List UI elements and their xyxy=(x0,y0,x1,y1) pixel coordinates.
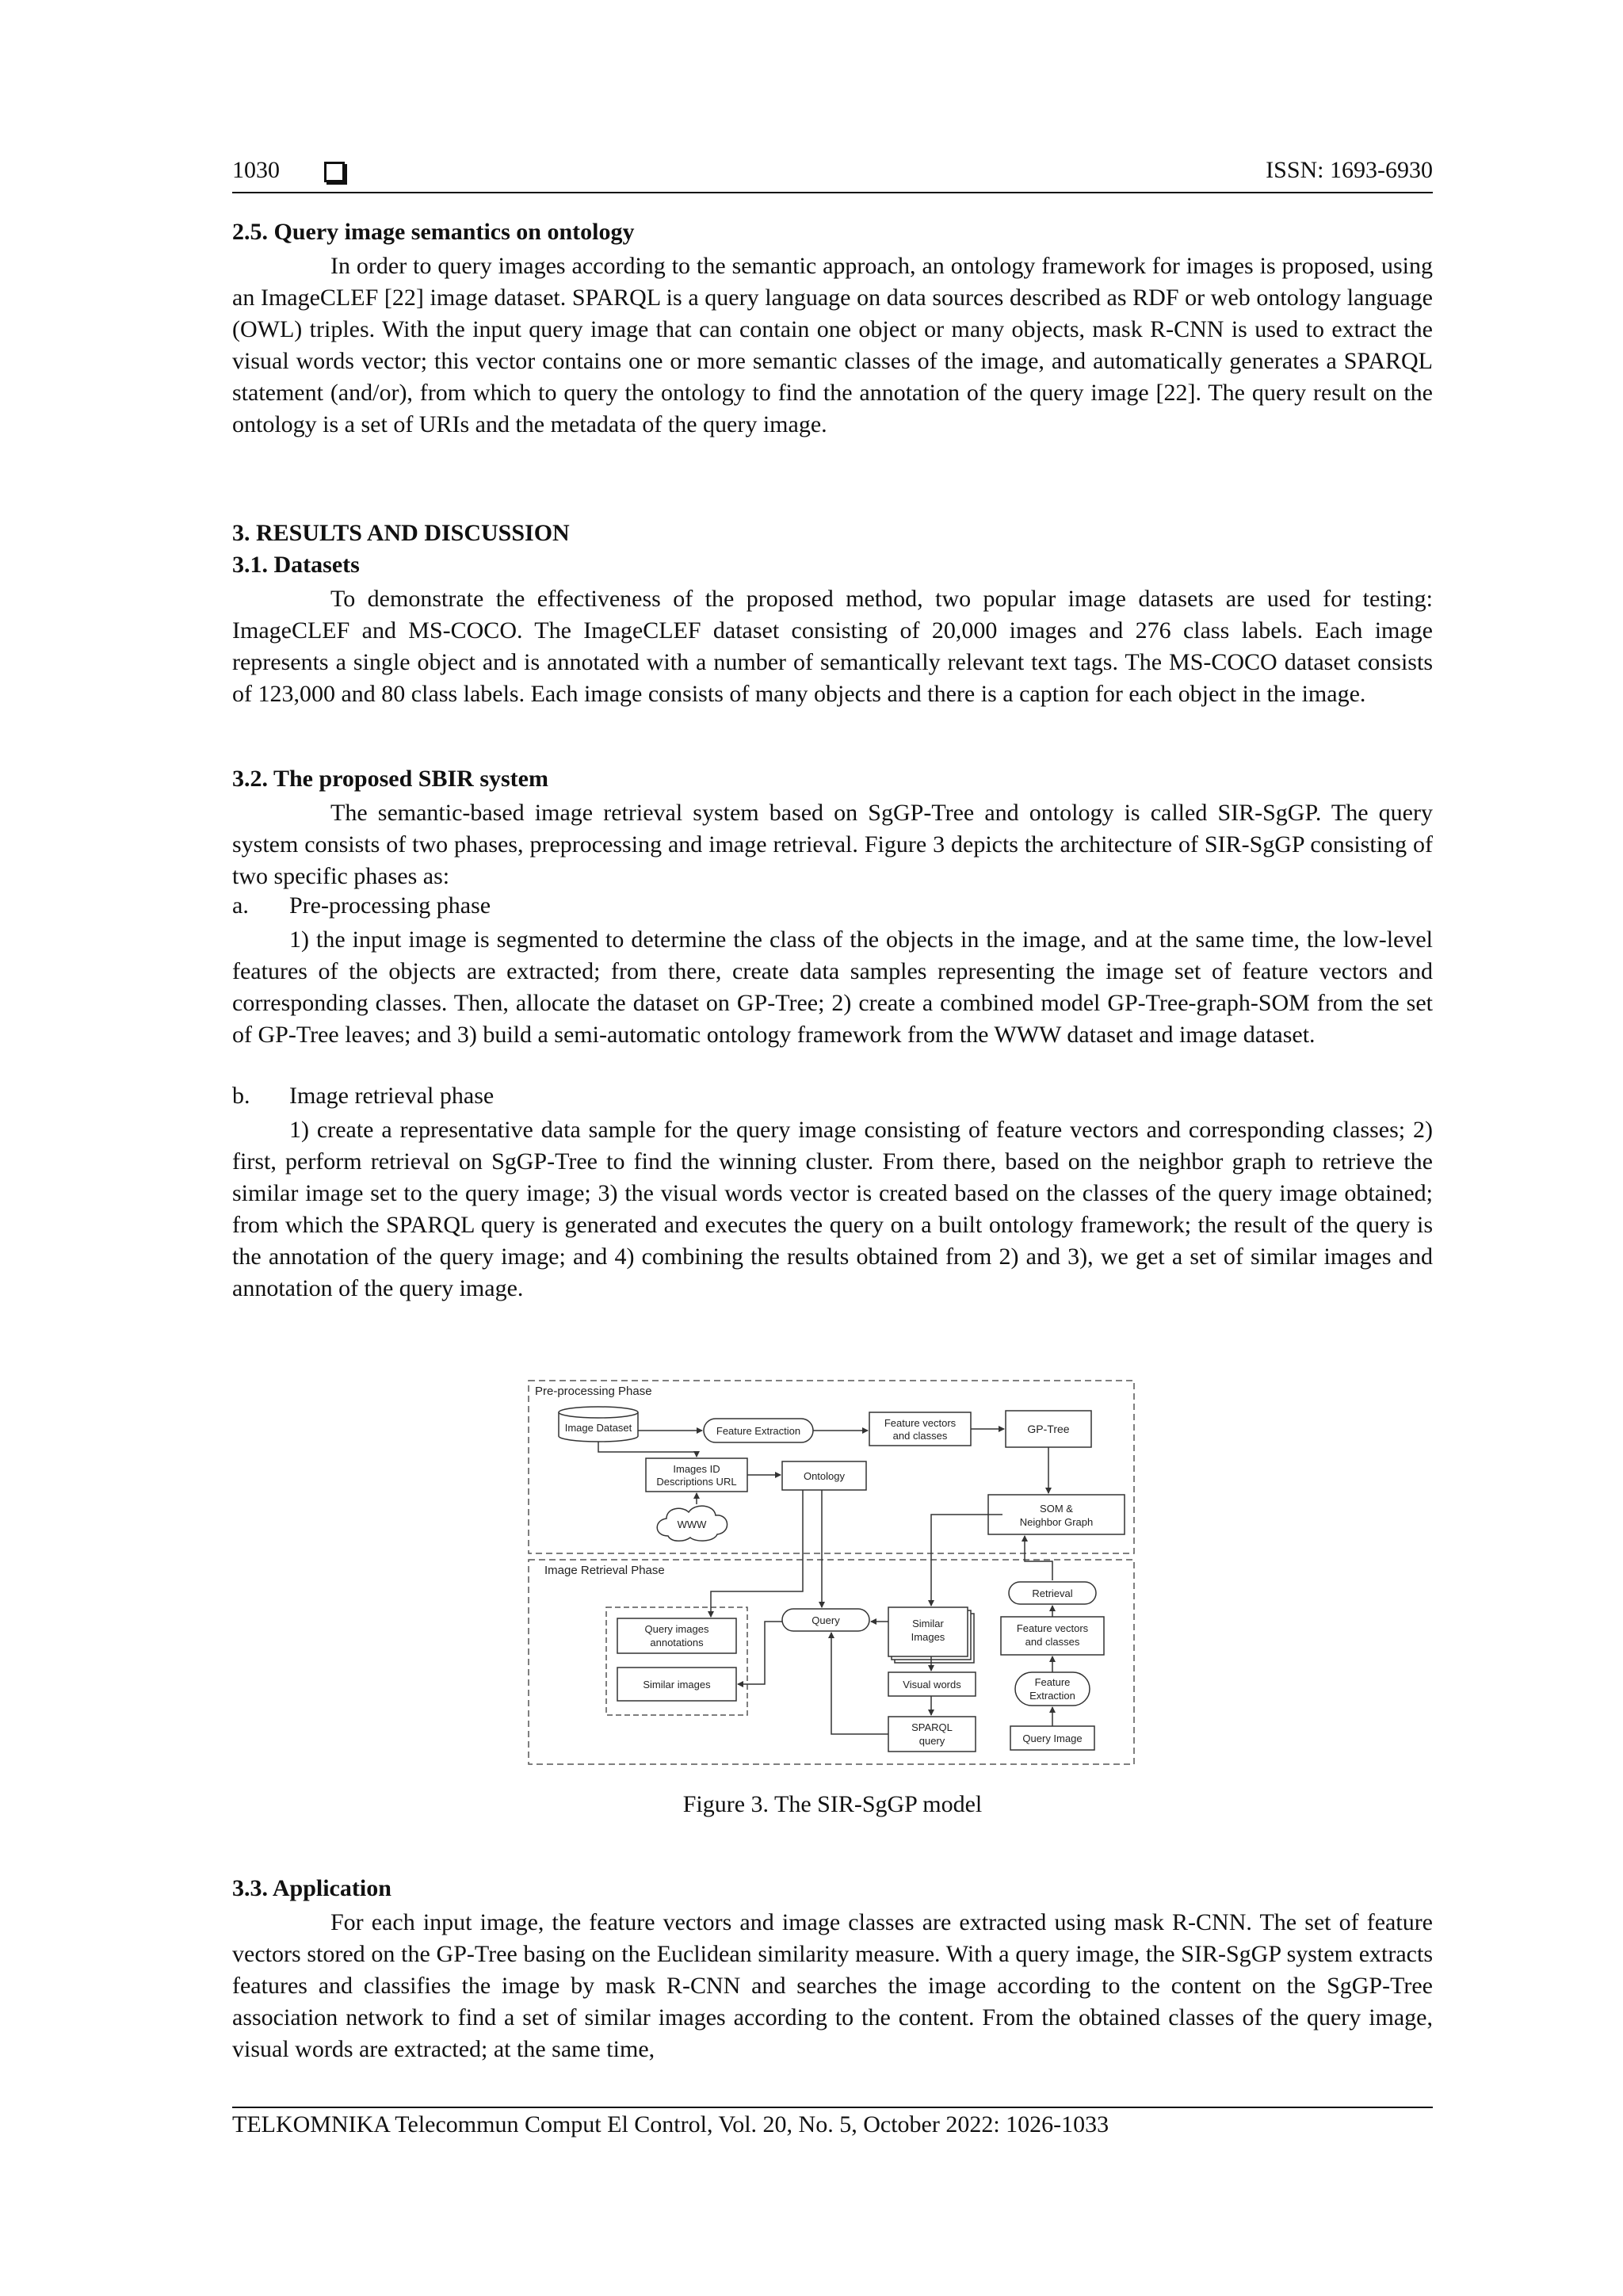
box-icon xyxy=(324,162,345,182)
similar-images-output-label: Similar images xyxy=(643,1679,711,1690)
ontology-node xyxy=(782,1461,866,1490)
retrieval-phase-label: Image Retrieval Phase xyxy=(544,1564,665,1577)
gp-tree-label: GP-Tree xyxy=(1027,1423,1070,1435)
images-id-node xyxy=(646,1458,747,1492)
query-annotations-node xyxy=(617,1618,736,1653)
retrieval-label: Retrieval xyxy=(1032,1587,1073,1599)
footer-rule xyxy=(232,2107,1433,2108)
section-3-3-paragraph: For each input image, the feature vectors and image classes are extracted using mask R-CNN. The set of feature vectors stored on the GP-Tree basing on the Euclidean similarity measure. With a query image, the SIR-SgGP system extracts features and classifies the image by mask R-CNN and searches the image according to the content on the SgGP-Tree association network to find a set of similar images according to the content. From the obtained classes of the query image, visual words are extracted; at the same time, xyxy=(232,1909,1433,2062)
similar-images-output-node xyxy=(617,1668,736,1701)
section-2-5-heading: 2.5. Query image semantics on ontology xyxy=(232,219,635,245)
sparql-label-2: query xyxy=(918,1735,945,1747)
retrieval-feature-extraction-label-2: Extraction xyxy=(1029,1690,1075,1702)
section-2-5-paragraph: In order to query images according to the semantic approach, an ontology framework for images is proposed, using an ImageCLEF [22] image dataset. SPARQL is a query language on data sources described as RDF or web ontology language (OWL) triples. With the input query image that can contain one object or many objects, mask R-CNN is used to extract the visual words vector; this vector contains one or more semantic classes of the image, and automatically generates a SPARQL statement (and/or), from which to query the ontology to find the annotation of the query image [22]. The query result on the ontology is a set of URIs and the metadata of the query image. xyxy=(232,253,1433,437)
running-header xyxy=(232,157,1433,192)
sparql-node xyxy=(888,1717,976,1752)
images-id-label-1: Images ID xyxy=(673,1463,720,1475)
sir-sggp-diagram xyxy=(527,1379,1136,1767)
retrieval-feature-extraction-label-1: Feature xyxy=(1034,1676,1071,1688)
gp-tree-node xyxy=(1006,1411,1091,1447)
section-3-heading: 3. RESULTS AND DISCUSSION xyxy=(232,520,570,546)
retrieval-node xyxy=(1009,1582,1096,1604)
retrieval-feature-vectors-label-2: and classes xyxy=(1025,1636,1080,1648)
query-image-label: Query Image xyxy=(1022,1733,1083,1744)
www-label: WWW xyxy=(677,1519,707,1530)
image-dataset-label: Image Dataset xyxy=(564,1422,632,1434)
list-item-b xyxy=(232,1083,494,1110)
feature-vectors-label-2: and classes xyxy=(892,1430,948,1442)
similar-images-label-1: Similar xyxy=(912,1618,944,1629)
sparql-label-1: SPARQL xyxy=(911,1721,953,1733)
section-3-1-paragraph: To demonstrate the effectiveness of the proposed method, two popular image datasets are used for testing: ImageCLEF and MS-COCO. The ImageCLEF dataset consisting of 20,000 images and 276 class labels. Each image represents a single object and is annotated with a number of semantically relevant text tags. The MS-COCO dataset consists of 123,000 and 80 class labels. Each image consists of many objects and there is a caption for each object in the image. xyxy=(232,586,1433,707)
preprocessing-phase-label: Pre-processing Phase xyxy=(535,1385,652,1398)
feature-extraction-label: Feature Extraction xyxy=(716,1425,801,1437)
feature-vectors-node xyxy=(869,1412,971,1446)
visual-words-node xyxy=(888,1672,976,1696)
figure-caption: Figure 3. The SIR-SgGP model xyxy=(682,1791,983,1817)
visual-words-label: Visual words xyxy=(903,1679,961,1690)
images-id-label-2: Descriptions URL xyxy=(656,1476,737,1488)
www-cloud-node xyxy=(657,1506,727,1541)
page-number: 1030 xyxy=(232,157,280,183)
som-node xyxy=(988,1495,1125,1534)
query-label: Query xyxy=(812,1614,840,1626)
running-footer: TELKOMNIKA Telecommun Comput El Control, Vol. 20, No. 5, October 2022: 1026-1033 xyxy=(232,2111,1109,2137)
section-3-3-heading: 3.3. Application xyxy=(232,1875,391,1901)
query-image-node xyxy=(1010,1726,1094,1750)
list-item-b-label: Image retrieval phase xyxy=(289,1083,495,1109)
query-annotations-label-2: annotations xyxy=(650,1637,704,1648)
image-dataset-node xyxy=(559,1407,638,1442)
issn: ISSN: 1693-6930 xyxy=(1266,157,1433,183)
list-item-b-letter: b. xyxy=(232,1083,250,1109)
retrieval-feature-extraction-node xyxy=(1015,1672,1090,1706)
header-rule xyxy=(232,192,1433,193)
query-annotations-label-1: Query images xyxy=(644,1623,709,1635)
list-item-a-text: 1) the input image is segmented to determine the class of the objects in the image, and at the same time, the low-level features of the objects are extracted; from there, create data samples representing the image set of feature vectors and corresponding classes. Then, allocate the dataset on GP-Tree; 2) create a combined model GP-Tree-graph-SOM from the set of GP-Tree leaves; and 3) build a semi-automatic ontology framework from the WWW dataset and image dataset. xyxy=(232,926,1433,1048)
similar-images-stack-node xyxy=(888,1607,974,1663)
section-3-2-heading: 3.2. The proposed SBIR system xyxy=(232,766,548,792)
retrieval-feature-vectors-node xyxy=(1001,1617,1104,1655)
feature-extraction-node xyxy=(704,1419,813,1442)
section-3-1-heading: 3.1. Datasets xyxy=(232,552,360,578)
list-item-b-text: 1) create a representative data sample for the query image consisting of feature vectors and corresponding classes; 2) first, perform retrieval on SgGP-Tree to find the winning cluster. From there, based on the neighbor graph to retrieve the similar image set to the query image; 3) the visual words vector is created based on the classes of the query image obtained; from which the SPARQL query is generated and executes the query on a built ontology framework; the result of the query is the annotation of the query image; and 4) combining the results obtained from 2) and 3), we get a set of similar images and annotation of the query image. xyxy=(232,1117,1433,1301)
section-3-2-paragraph: The semantic-based image retrieval system based on SgGP-Tree and ontology is called SIR-SgGP. The query system consists of two phases, preprocessing and image retrieval. Figure 3 depicts the architecture of SIR-SgGP consisting of two specific phases as: xyxy=(232,800,1433,889)
list-item-a-label: Pre-processing phase xyxy=(289,892,491,919)
retrieval-feature-vectors-label-1: Feature vectors xyxy=(1016,1622,1089,1634)
similar-images-label-2: Images xyxy=(911,1631,945,1643)
som-label-2: Neighbor Graph xyxy=(1019,1516,1094,1528)
feature-vectors-label-1: Feature vectors xyxy=(884,1417,957,1429)
ontology-label: Ontology xyxy=(803,1470,846,1482)
query-node xyxy=(782,1609,869,1631)
list-item-a xyxy=(232,892,491,919)
list-item-a-letter: a. xyxy=(232,892,249,919)
som-label-1: SOM & xyxy=(1040,1503,1073,1515)
